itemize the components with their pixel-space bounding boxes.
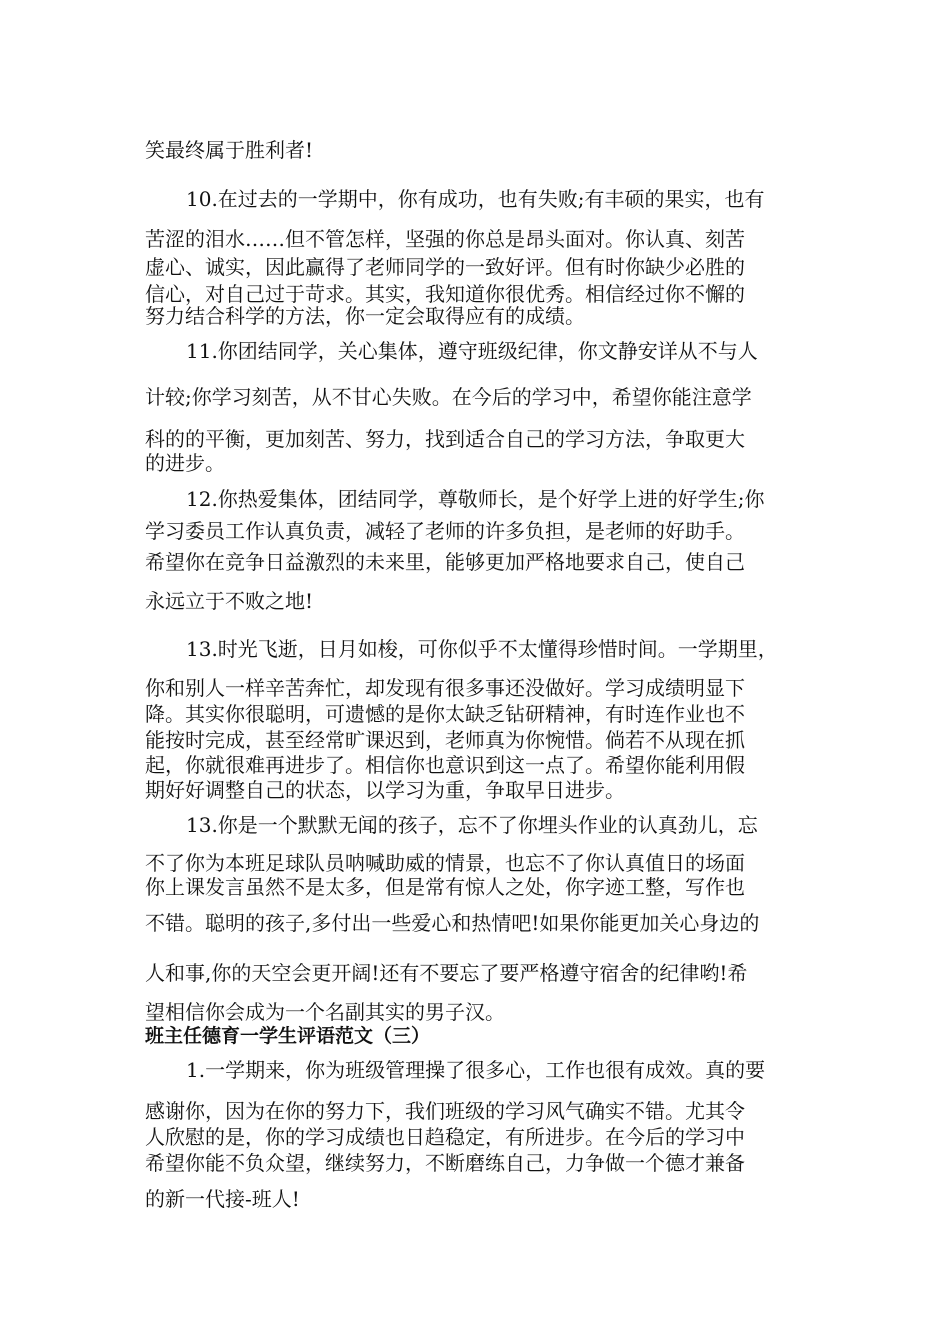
text-line: 起，你就很难再进步了。相信你也意识到这一点了。希望你能利用假 [145,753,745,777]
text-line: 人欣慰的是，你的学习成绩也日趋稳定，有所进步。在今后的学习中 [145,1125,745,1149]
paragraph-12-line: 12.你热爱集体，团结同学，尊敬师长，是个好学上进的好学生;你 [186,487,765,511]
text-line: 人和事,你的天空会更开阔!还有不要忘了要严格遵守宿舍的纪律哟!希 [145,961,748,985]
text-line: 信心，对自己过于苛求。其实，我知道你很优秀。相信经过你不懈的 [145,282,745,306]
text-line: 不错。聪明的孩子,多付出一些爱心和热情吧!如果你能更加关心身边的 [145,911,760,935]
text-line: 虚心、诚实，因此赢得了老师同学的一致好评。但有时你缺少必胜的 [145,255,745,279]
text-line: 希望你能不负众望，继续努力，不断磨练自己，力争做一个德才兼备 [145,1151,745,1175]
text-line: 你上课发言虽然不是太多，但是常有惊人之处，你字迹工整，写作也 [145,875,745,899]
text-line: 期好好调整自己的状态，以学习为重，争取早日进步。 [145,778,625,802]
text-line: 永远立于不败之地! [145,589,314,613]
section-3-paragraph-1-line: 1.一学期来，你为班级管理操了很多心，工作也很有成效。真的要 [186,1058,766,1082]
text-line: 学习委员工作认真负责，减轻了老师的许多负担，是老师的好助手。 [145,519,745,543]
text-line: 你和别人一样辛苦奔忙，却发现有很多事还没做好。学习成绩明显下 [145,676,745,700]
text-line: 的新一代接-班人! [145,1187,300,1211]
paragraph-13b-line: 13.你是一个默默无闻的孩子，忘不了你埋头作业的认真劲儿，忘 [186,813,758,837]
text-line: 能按时完成，甚至经常旷课迟到，老师真为你惋惜。倘若不从现在抓 [145,728,745,752]
paragraph-11-line: 11.你团结同学，关心集体，遵守班级纪律，你文静安详从不与人 [186,339,758,363]
paragraph-13a-line: 13.时光飞逝，日月如梭，可你似乎不太懂得珍惜时间。一学期里， [186,637,778,661]
text-line: 的进步。 [145,451,225,475]
text-line: 苦涩的泪水……但不管怎样，坚强的你总是昂头面对。你认真、刻苦 [145,227,745,251]
text-line: 努力结合科学的方法，你一定会取得应有的成绩。 [145,304,585,328]
paragraph-10-line: 10.在过去的一学期中，你有成功，也有失败;有丰硕的果实，也有 [186,187,765,211]
text-line: 望相信你会成为一个名副其实的男子汉。 [145,1000,505,1024]
text-line: 降。其实你很聪明，可遗憾的是你太缺乏钻研精神，有时连作业也不 [145,702,745,726]
text-line: 希望你在竞争日益激烈的未来里，能够更加严格地要求自己，使自己 [145,550,745,574]
text-line: 不了你为本班足球队员呐喊助威的情景，也忘不了你认真值日的场面 [145,851,745,875]
section-heading: 班主任德育一学生评语范文（三） [145,1025,431,1047]
text-line: 科的的平衡，更加刻苦、努力，找到适合自己的学习方法，争取更大 [145,427,745,451]
text-line: 计较;你学习刻苦，从不甘心失败。在今后的学习中，希望你能注意学 [145,385,752,409]
text-line: 感谢你，因为在你的努力下，我们班级的学习风气确实不错。尤其令 [145,1099,745,1123]
text-line: 笑最终属于胜利者! [145,138,314,162]
